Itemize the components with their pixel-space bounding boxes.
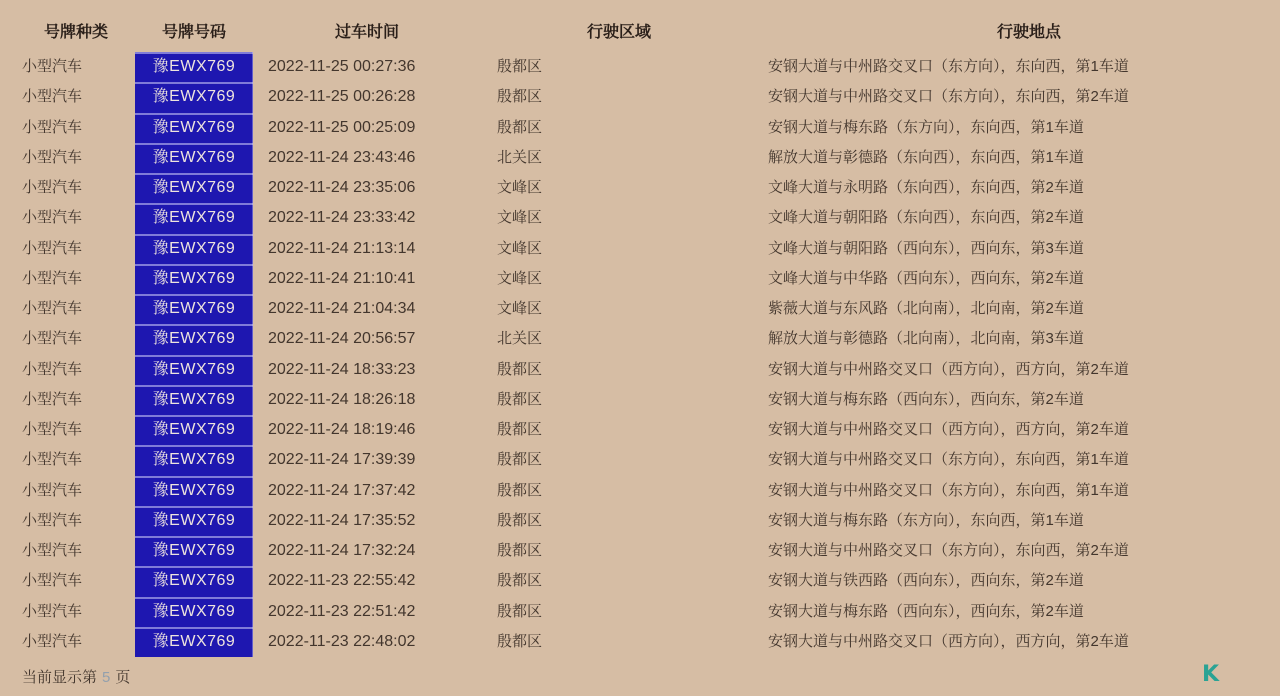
pass-time-cell: 2022-11-23 22:55:42	[268, 572, 416, 590]
table-row	[0, 173, 1280, 203]
plate-number-badge: 豫EWX769	[135, 173, 253, 203]
plate-number-badge: 豫EWX769	[135, 143, 253, 173]
plate-type-cell: 小型汽车	[22, 330, 83, 348]
plate-number-badge: 豫EWX769	[135, 566, 253, 596]
district-cell: 文峰区	[497, 209, 543, 227]
location-cell: 文峰大道与朝阳路（西向东），西向东，第3车道	[768, 239, 1084, 257]
plate-type-cell: 小型汽车	[22, 511, 83, 529]
district-cell: 文峰区	[497, 269, 543, 287]
pass-time-cell: 2022-11-24 18:33:23	[268, 360, 416, 378]
plate-number-badge: 豫EWX769	[135, 415, 253, 445]
plate-type-cell: 小型汽车	[22, 421, 83, 438]
table-row	[0, 203, 1280, 233]
table-row	[0, 415, 1280, 445]
location-cell: 安钢大道与梅东路（西向东），西向东，第2车道	[768, 602, 1084, 620]
table-row	[0, 597, 1280, 627]
plate-type-cell: 小型汽车	[22, 300, 83, 317]
pass-time-cell: 2022-11-24 17:35:52	[268, 511, 416, 529]
header-location: 行驶地点	[996, 24, 1062, 41]
pagination-prefix: 当前显示第	[22, 669, 98, 686]
plate-number-badge: 豫EWX769	[135, 445, 253, 475]
current-page-number: 5	[102, 669, 111, 686]
table-row	[0, 355, 1280, 385]
plate-type-cell: 小型汽车	[22, 632, 83, 650]
plate-number-badge: 豫EWX769	[135, 506, 253, 536]
district-cell: 殷都区	[497, 511, 543, 529]
location-cell: 安钢大道与中州路交叉口（东方向），东向西，第1车道	[768, 451, 1129, 469]
location-cell: 紫薇大道与东风路（北向南），北向南，第2车道	[768, 300, 1084, 317]
plate-number-badge: 豫EWX769	[135, 294, 253, 324]
plate-number-badge: 豫EWX769	[135, 264, 253, 294]
plate-type-cell: 小型汽车	[22, 602, 83, 620]
plate-number-badge: 豫EWX769	[135, 203, 253, 233]
district-cell: 殷都区	[497, 421, 543, 438]
district-cell: 殷都区	[497, 118, 543, 136]
district-cell: 殷都区	[497, 542, 543, 559]
table-row	[0, 294, 1280, 324]
k-watermark-logo: K	[1202, 662, 1220, 687]
pass-time-cell: 2022-11-24 18:19:46	[268, 421, 416, 438]
plate-number-badge: 豫EWX769	[135, 385, 253, 415]
table-row	[0, 476, 1280, 506]
table-row	[0, 536, 1280, 566]
plate-number-badge: 豫EWX769	[135, 52, 253, 82]
header-plate-type: 号牌种类	[43, 24, 109, 41]
district-cell: 北关区	[497, 330, 543, 348]
location-cell: 安钢大道与梅东路（东方向），东向西，第1车道	[768, 511, 1084, 529]
district-cell: 殷都区	[497, 360, 543, 378]
district-cell: 殷都区	[497, 602, 543, 620]
plate-type-cell: 小型汽车	[22, 88, 83, 106]
plate-number-badge: 豫EWX769	[135, 113, 253, 143]
location-cell: 安钢大道与中州路交叉口（东方向），东向西，第1车道	[768, 58, 1129, 75]
district-cell: 文峰区	[497, 300, 543, 317]
location-cell: 安钢大道与梅东路（东方向），东向西，第1车道	[768, 118, 1084, 136]
plate-type-cell: 小型汽车	[22, 239, 83, 257]
table-body	[0, 52, 1280, 657]
pass-time-cell: 2022-11-24 20:56:57	[268, 330, 416, 348]
pass-time-cell: 2022-11-24 23:33:42	[268, 209, 416, 227]
district-cell: 文峰区	[497, 179, 543, 196]
table-row	[0, 385, 1280, 415]
table-row	[0, 627, 1280, 657]
district-cell: 殷都区	[497, 451, 543, 469]
plate-type-cell: 小型汽车	[22, 542, 83, 559]
pass-time-cell: 2022-11-24 17:32:24	[268, 542, 416, 559]
location-cell: 解放大道与彰德路（东向西），东向西，第1车道	[768, 148, 1084, 166]
plate-number-badge: 豫EWX769	[135, 627, 253, 657]
pass-time-cell: 2022-11-24 18:26:18	[268, 390, 416, 408]
table-row	[0, 264, 1280, 294]
pass-time-cell: 2022-11-24 23:43:46	[268, 148, 416, 166]
location-cell: 安钢大道与铁西路（西向东），西向东，第2车道	[768, 572, 1084, 590]
location-cell: 文峰大道与朝阳路（东向西），东向西，第2车道	[768, 209, 1084, 227]
header-plate-number: 号牌号码	[161, 24, 227, 41]
plate-type-cell: 小型汽车	[22, 118, 83, 136]
plate-number-badge: 豫EWX769	[135, 536, 253, 566]
table-row	[0, 143, 1280, 173]
location-cell: 安钢大道与梅东路（西向东），西向东，第2车道	[768, 390, 1084, 408]
location-cell: 安钢大道与中州路交叉口（西方向），西方向，第2车道	[768, 421, 1129, 438]
district-cell: 殷都区	[497, 58, 543, 75]
plate-number-badge: 豫EWX769	[135, 82, 253, 112]
plate-type-cell: 小型汽车	[22, 179, 83, 196]
location-cell: 安钢大道与中州路交叉口（东方向），东向西，第1车道	[768, 481, 1129, 499]
table-row	[0, 324, 1280, 354]
table-row	[0, 445, 1280, 475]
table-row	[0, 566, 1280, 596]
pass-time-cell: 2022-11-24 21:04:34	[268, 300, 416, 317]
pass-time-cell: 2022-11-25 00:27:36	[268, 58, 416, 75]
district-cell: 殷都区	[497, 632, 543, 650]
table-row	[0, 52, 1280, 82]
location-cell: 安钢大道与中州路交叉口（西方向），西方向，第2车道	[768, 360, 1129, 378]
plate-type-cell: 小型汽车	[22, 269, 83, 287]
district-cell: 殷都区	[497, 88, 543, 106]
location-cell: 解放大道与彰德路（北向南），北向南，第3车道	[768, 330, 1084, 348]
plate-number-badge: 豫EWX769	[135, 324, 253, 354]
plate-number-badge: 豫EWX769	[135, 355, 253, 385]
location-cell: 安钢大道与中州路交叉口（东方向），东向西，第2车道	[768, 88, 1129, 106]
pass-time-cell: 2022-11-25 00:25:09	[268, 118, 416, 136]
plate-type-cell: 小型汽车	[22, 148, 83, 166]
plate-type-cell: 小型汽车	[22, 360, 83, 378]
pass-time-cell: 2022-11-24 21:10:41	[268, 269, 416, 287]
district-cell: 北关区	[497, 148, 543, 166]
location-cell: 安钢大道与中州路交叉口（东方向），东向西，第2车道	[768, 542, 1129, 559]
location-cell: 文峰大道与中华路（西向东），西向东，第2车道	[768, 269, 1084, 287]
pagination-status	[22, 667, 130, 689]
plate-type-cell: 小型汽车	[22, 481, 83, 499]
plate-type-cell: 小型汽车	[22, 390, 83, 408]
plate-number-badge: 豫EWX769	[135, 597, 253, 627]
district-cell: 殷都区	[497, 481, 543, 499]
table-row	[0, 113, 1280, 143]
plate-number-badge: 豫EWX769	[135, 234, 253, 264]
pass-time-cell: 2022-11-23 22:51:42	[268, 602, 416, 620]
header-district: 行驶区域	[586, 24, 652, 41]
district-cell: 殷都区	[497, 390, 543, 408]
table-row	[0, 506, 1280, 536]
plate-number-badge: 豫EWX769	[135, 476, 253, 506]
location-cell: 文峰大道与永明路（东向西），东向西，第2车道	[768, 179, 1084, 196]
pass-time-cell: 2022-11-25 00:26:28	[268, 88, 416, 106]
pass-time-cell: 2022-11-23 22:48:02	[268, 632, 416, 650]
header-pass-time: 过车时间	[334, 24, 400, 41]
pass-time-cell: 2022-11-24 17:37:42	[268, 481, 416, 499]
location-cell: 安钢大道与中州路交叉口（西方向），西方向，第2车道	[768, 632, 1129, 650]
plate-type-cell: 小型汽车	[22, 209, 83, 227]
district-cell: 文峰区	[497, 239, 543, 257]
district-cell: 殷都区	[497, 572, 543, 590]
table-header-row	[0, 18, 1280, 48]
pass-time-cell: 2022-11-24 17:39:39	[268, 451, 416, 469]
plate-type-cell: 小型汽车	[22, 451, 83, 469]
pass-time-cell: 2022-11-24 21:13:14	[268, 239, 416, 257]
pagination-suffix: 页	[115, 669, 131, 686]
pass-time-cell: 2022-11-24 23:35:06	[268, 179, 416, 196]
plate-type-cell: 小型汽车	[22, 58, 83, 75]
table-row	[0, 234, 1280, 264]
table-row	[0, 82, 1280, 112]
plate-type-cell: 小型汽车	[22, 572, 83, 590]
